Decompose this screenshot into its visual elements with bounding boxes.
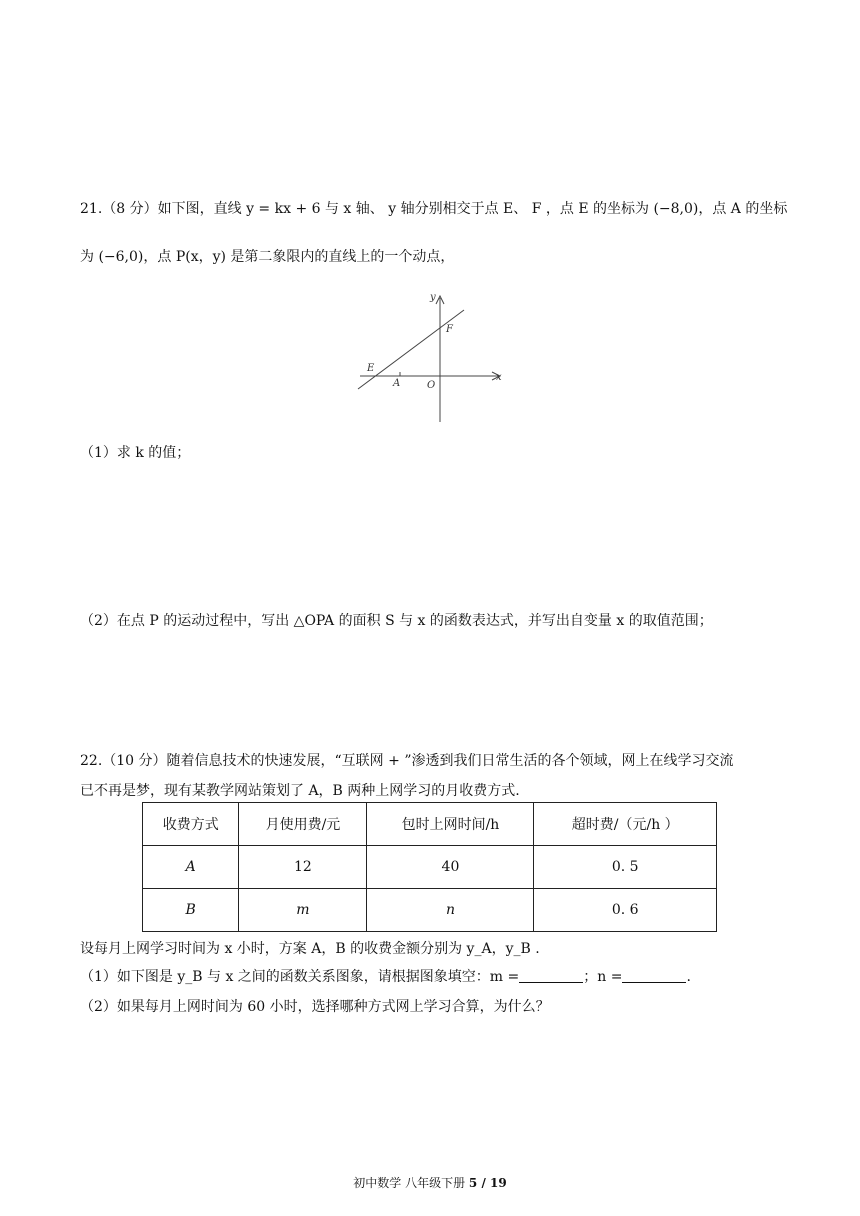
table-cell: 0. 6 [534,889,717,932]
table-header-cell: 超时费/（元/h ） [534,803,717,846]
answer-blank-m[interactable] [519,968,583,983]
line-kx6 [358,310,464,389]
footer-text: 初中数学 八年级下册 [353,1176,466,1190]
label-x: x [496,372,502,383]
table-cell: m [239,889,367,932]
table-cell: 0. 5 [534,846,717,889]
q22-sub1-end: . [686,969,691,985]
page-footer [0,1174,860,1191]
page-number: 5 / 19 [468,1176,507,1190]
fee-table [142,802,717,932]
table-row [143,889,717,932]
table-row [143,846,717,889]
table-cell: 12 [239,846,367,889]
label-f: F [446,324,453,335]
answer-blank-n[interactable] [622,968,686,983]
table-header-row [143,803,717,846]
q22-sub2: （2）如果每月上网时间为 60 小时，选择哪种方式网上学习合算，为什么？ [80,999,550,1015]
q21-line1: 21.（8 分）如下图，直线 y = kx + 6 与 x 轴、 y 轴分别相交于点 E、 F ，点 E 的坐标为 (−8,0)，点 A 的坐标 [80,201,788,217]
table-header-cell: 月使用费/元 [239,803,367,846]
table-cell: n [367,889,534,932]
table-header-cell: 包时上网时间/h [367,803,534,846]
label-a: A [393,378,401,389]
q21-sub2: （2）在点 P 的运动过程中，写出 △OPA 的面积 S 与 x 的函数表达式，并写出自变量 x 的取值范围； [80,613,713,629]
table-cell: 40 [367,846,534,889]
table-cell: A [143,846,239,889]
q22-sub1-prefix: （1）如下图是 y_B 与 x 之间的函数关系图象，请根据图象填空：m = [80,969,520,985]
q22-line1: 22.（10 分）随着信息技术的快速发展，“互联网 + ”渗透到我们日常生活的各个领域，网上在线学习交流 [80,753,734,769]
q22-setup: 设每月上网学习时间为 x 小时，方案 A，B 的收费金额分别为 y_A，y_B . [80,941,540,957]
q22-sub1-mid: ；n = [583,969,623,985]
q21-coordinate-graph [350,288,506,428]
label-o: O [427,380,436,391]
label-y: y [430,292,436,303]
q22-line2: 已不再是梦，现有某教学网站策划了 A，B 两种上网学习的月收费方式. [80,783,520,799]
table-header-cell: 收费方式 [143,803,239,846]
q21-line2: 为 (−6,0)，点 P(x，y) 是第二象限内的直线上的一个动点， [80,249,455,265]
table-cell: B [143,889,239,932]
q22-sub1 [80,966,691,986]
label-e: E [367,363,375,374]
q21-sub1: （1）求 k 的值； [80,445,191,461]
